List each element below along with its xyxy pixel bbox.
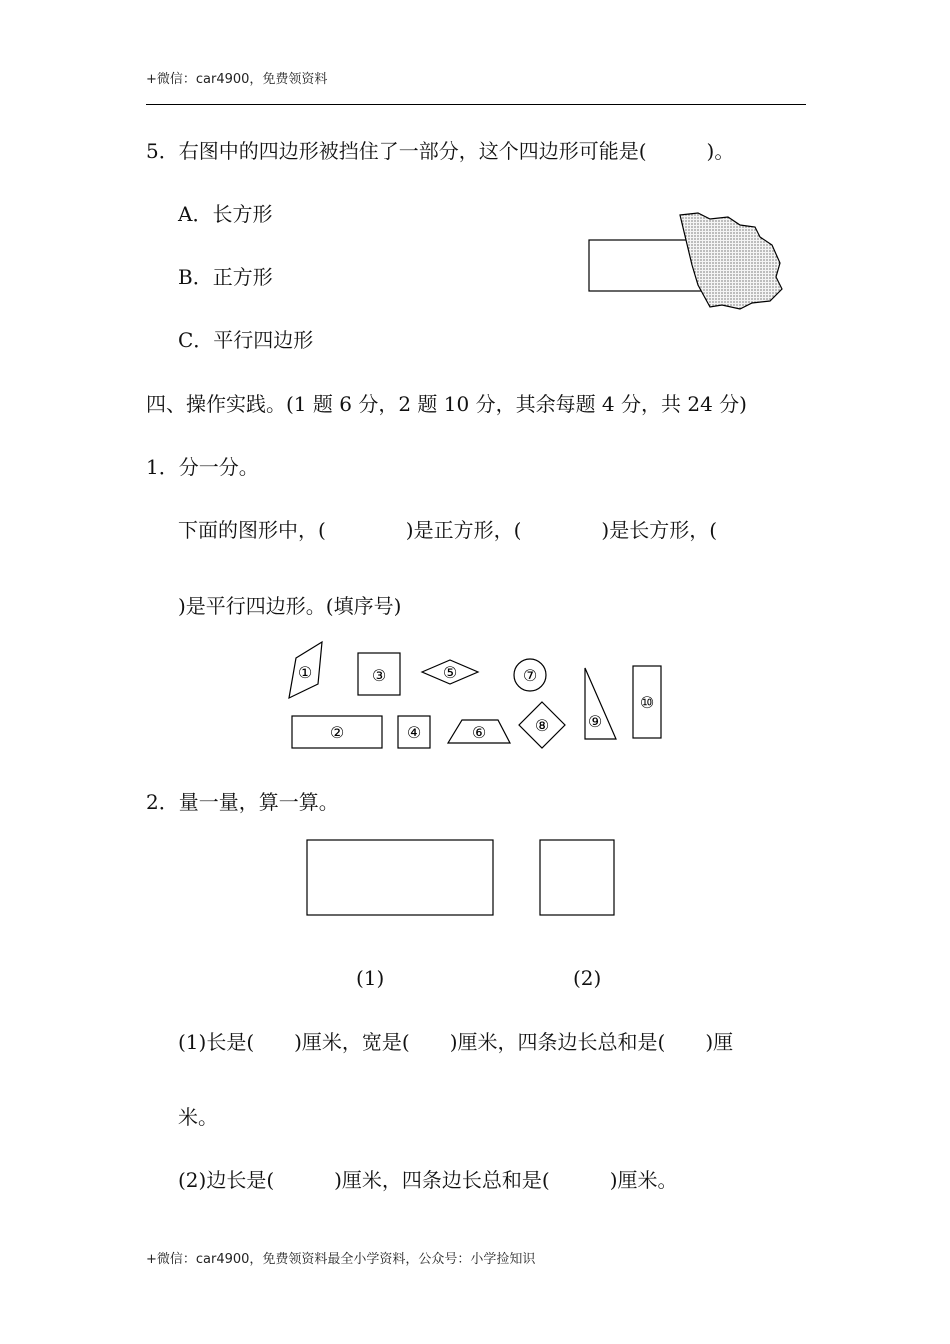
shape-label-5: ⑤ (442, 663, 458, 682)
q2-fig-label-1: (1) (356, 966, 385, 990)
q5-stem: 5．右图中的四边形被挡住了一部分，这个四边形可能是( )。 (146, 139, 735, 163)
q1-title: 1．分一分。 (146, 455, 259, 479)
shape-label-1: ① (297, 663, 313, 682)
q5-option-b: B．正方形 (178, 265, 273, 289)
covering-blob (680, 213, 782, 309)
shape-label-2: ② (329, 723, 345, 742)
shape-label-6: ⑥ (471, 723, 487, 742)
q2-rectangle (307, 840, 493, 915)
q1-line1: 下面的图形中，( )是正方形，( )是长方形，( (178, 518, 718, 542)
shape-label-7: ⑦ (522, 666, 538, 685)
q5-option-c: C．平行四边形 (178, 328, 314, 352)
q1-line2: )是平行四边形。(填序号) (178, 594, 402, 618)
footer-text: +微信：car4900，免费领资料最全小学资料，公众号：小学捡知识 (146, 1252, 536, 1267)
q2-part1-line-cont: 米。 (178, 1105, 218, 1129)
header-text: +微信：car4900，免费领资料 (146, 72, 328, 87)
header-rule (146, 104, 806, 105)
shape-label-3: ③ (371, 666, 387, 685)
q1-shapes-figure (280, 638, 680, 758)
shape-label-10: ⑩ (639, 693, 655, 712)
shape-label-4: ④ (406, 723, 422, 742)
shape-label-9: ⑨ (587, 712, 603, 731)
q5-hidden-quadrilateral-figure (580, 205, 790, 315)
section4-title: 四、操作实践。(1 题 6 分，2 题 10 分，其余每题 4 分，共 24 分) (146, 392, 747, 416)
q2-title: 2．量一量，算一算。 (146, 790, 339, 814)
q2-measure-figure (300, 835, 620, 925)
q2-part2-line: (2)边长是( )厘米，四条边长总和是( )厘米。 (178, 1168, 678, 1192)
q2-fig-label-2: (2) (573, 966, 602, 990)
q2-square (540, 840, 614, 915)
q2-part1-line: (1)长是( )厘米，宽是( )厘米，四条边长总和是( )厘 (178, 1030, 734, 1054)
q5-option-a: A．长方形 (178, 202, 273, 226)
shape-label-8: ⑧ (534, 716, 550, 735)
